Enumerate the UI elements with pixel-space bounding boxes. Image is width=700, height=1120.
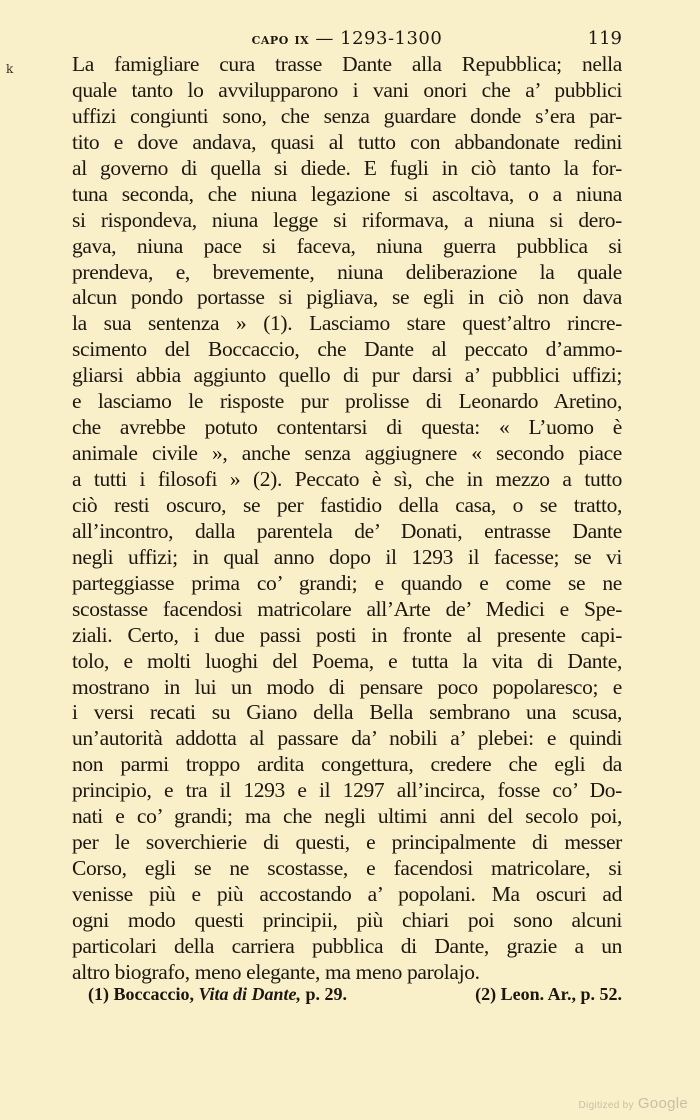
text-line: altro biografo, meno elegante, ma meno parolajo. (72, 959, 480, 984)
footnote-1-title: Vita di Dante, (198, 984, 301, 1004)
footnote-2 (475, 984, 622, 1005)
text-line: gliarsi abbia aggiunto quello di pur darsi a’ pubblici uffizi; (72, 363, 622, 388)
text-line: tito e dove andava, quasi al tutto con abbandonate redini (72, 129, 622, 154)
page-header (72, 28, 622, 52)
text-line: a tutti i filosofi » (2). Peccato è sì, che in mezzo a tutto (72, 467, 622, 491)
text-line: nati e co’ grandi; ma che negli ultimi anni del secolo poi, (72, 804, 622, 829)
text-line: parteggiasse prima co’ grandi; e quando e come se ne (72, 570, 622, 595)
running-head (72, 28, 622, 49)
text-line: i versi recati su Giano della Bella sembrano una scusa, (72, 700, 622, 725)
footnote-2-page: p. 52. (580, 984, 622, 1004)
text-line: non parmi troppo ardita congettura, credere che egli da (72, 752, 622, 777)
text-line: scimento del Boccaccio, che Dante al peccato d’ammo- (72, 337, 622, 362)
text-line: particolari della carriera pubblica di Dante, grazie a un (72, 933, 622, 958)
footnotes (88, 984, 622, 1010)
text-line: gava, niuna pace si faceva, niuna guerra pubblica si (72, 233, 622, 258)
page-number: 119 (587, 28, 622, 49)
google-watermark (579, 1095, 688, 1112)
text-line: venisse più e più accostando a’ popolani. Ma oscuri ad (72, 882, 622, 906)
footnote-2-mark: (2) (475, 984, 497, 1004)
text-line: la sua sentenza » (1). Lasciamo stare quest’altro rincre- (72, 311, 622, 336)
footnote-1-author: Boccaccio, (113, 984, 194, 1004)
watermark-prefix: Digitized by (578, 1100, 634, 1111)
text-line: ziali. Certo, i due passi posti in fronte al presente capi- (72, 622, 622, 647)
text-line: all’incontro, dalla parentela de’ Donati, entrasse Dante (72, 518, 622, 543)
footnote-1-mark: (1) (88, 984, 109, 1004)
header-separator: — (309, 28, 341, 49)
text-line: quale tanto lo avvilupparono i vani onori che a’ pubblici (72, 77, 622, 102)
text-line: uffizi congiunti sono, che senza guardare donde s’era par- (72, 103, 622, 128)
text-line: e lasciamo le risposte pur prolisse di Leonardo Aretino, (72, 389, 622, 414)
text-line: alcun pondo portasse si pigliava, se egli in ciò non dava (72, 285, 622, 310)
text-line: mostrano in lui un modo di pensare poco popolaresco; e (72, 674, 622, 699)
footnote-1-page: p. 29. (305, 984, 347, 1004)
text-line: negli uffizi; in qual anno dopo il 1293 il facesse; se vi (72, 544, 622, 569)
text-line: tuna seconda, che niuna legazione si ascoltava, o a niuna (72, 181, 622, 206)
text-line: un’autorità addotta al passare da’ nobili a’ plebei: e quindi (72, 726, 622, 751)
body-text (72, 52, 622, 986)
text-line: ogni modo questi principii, più chiari poi sono alcuni (72, 907, 622, 932)
footnote-2-author: Leon. Ar., (500, 984, 576, 1004)
margin-mark: k (6, 62, 14, 76)
text-line: Corso, egli se ne scostasse, e facendosi matricolare, si (72, 856, 622, 881)
text-line: per le soverchierie di questi, e principalmente di messer (72, 830, 622, 855)
chapter-label: capo ix (251, 30, 310, 48)
text-line: al governo di quella si diede. E fugli in ciò tanto la for- (72, 155, 622, 180)
text-line: La famigliare cura trasse Dante alla Repubblica; nella (72, 52, 622, 76)
text-line: prendeva, e, brevemente, niuna deliberazione la quale (72, 259, 622, 284)
text-line: che avrebbe potuto contentarsi di questa: « L’uomo è (72, 415, 622, 440)
text-line: animale civile », anche senza aggiugnere « secondo piace (72, 441, 622, 466)
text-line: scostasse facendosi matricolare all’Arte de’ Medici e Spe- (72, 596, 622, 621)
text-line: tolo, e molti luoghi del Poema, e tutta la vita di Dante, (72, 648, 622, 673)
text-line: si rispondeva, niuna legge si riformava, a niuna si dero- (72, 207, 622, 232)
text-line: principio, e tra il 1293 e il 1297 all’incirca, fosse co’ Do- (72, 778, 622, 803)
header-years: 1293-1300 (340, 28, 443, 49)
watermark-brand: Google (637, 1095, 688, 1112)
text-line: ciò resti oscuro, se per fastidio della casa, o se tratto, (72, 492, 622, 517)
footnote-1 (88, 984, 347, 1005)
